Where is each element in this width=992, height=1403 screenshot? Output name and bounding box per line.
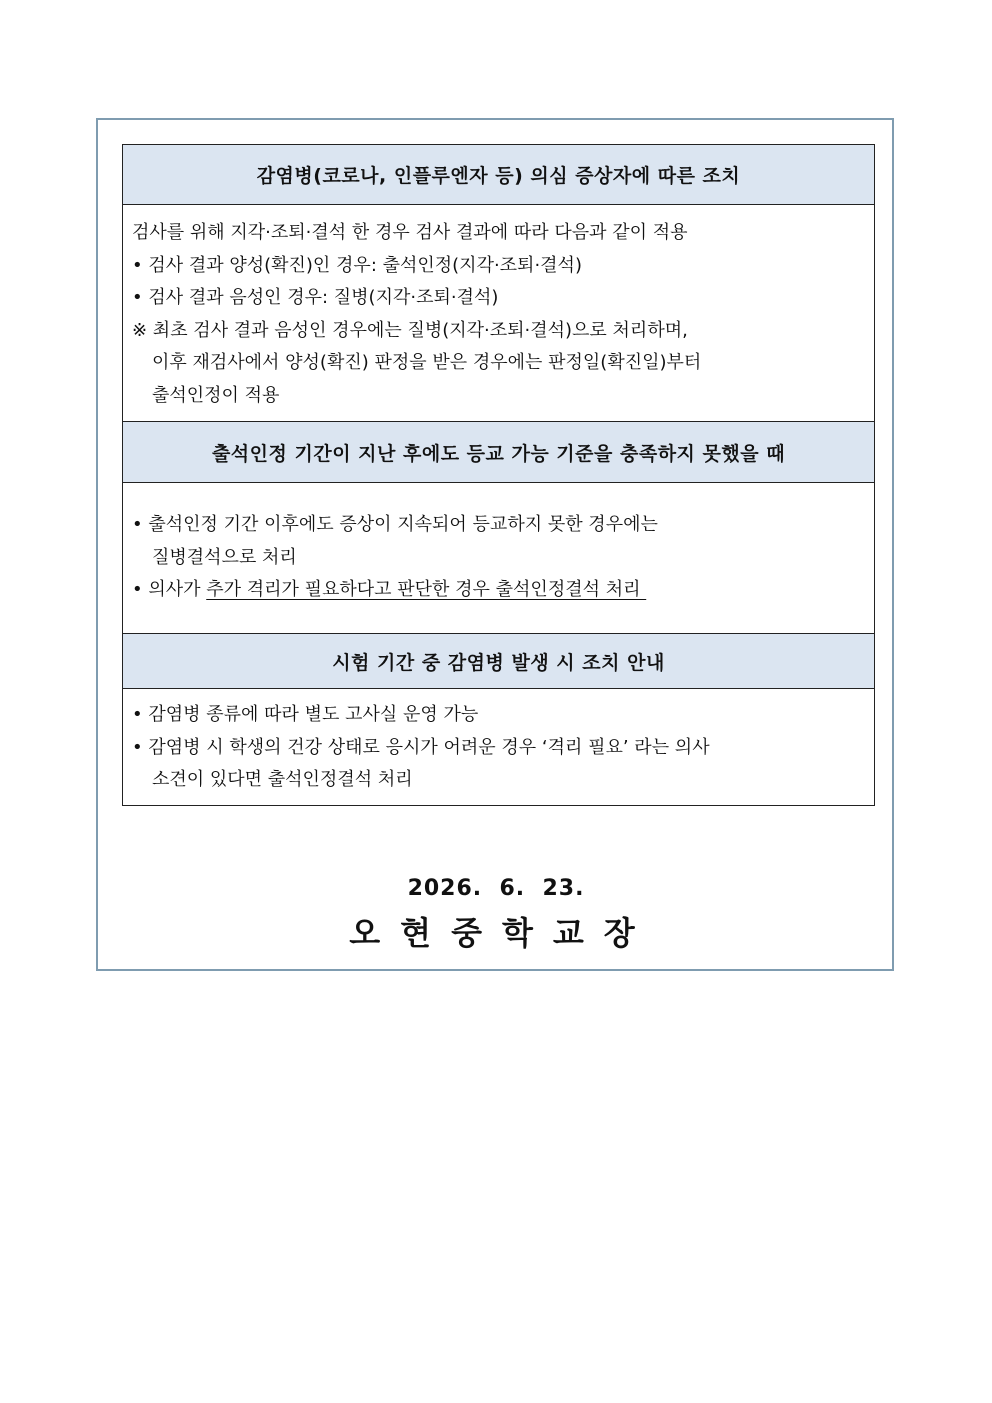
section-1-line: 검사를 위해 지각·조퇴·결석 한 경우 검사 결과에 따라 다음과 같이 적용 (132, 222, 688, 243)
section-3-body (123, 689, 874, 805)
section-2-line-prefix: • 의사가 (132, 579, 207, 600)
section-2-body (123, 483, 874, 634)
section-1-line: 출석인정이 적용 (152, 384, 280, 406)
notice-table (122, 144, 875, 806)
section-1-title: 감염병(코로나, 인플루엔자 등) 의심 증상자에 따른 조치 (123, 145, 874, 205)
section-2-title: 출석인정 기간이 지난 후에도 등교 가능 기준을 충족하지 못했을 때 (123, 422, 874, 483)
section-1-line: • 검사 결과 양성(확진)인 경우: 출석인정(지각·조퇴·결석) (132, 254, 582, 276)
section-3-title: 시험 기간 중 감염병 발생 시 조치 안내 (123, 634, 874, 689)
section-3-line: • 감염병 종류에 따라 별도 고사실 운영 가능 (132, 704, 479, 725)
section-2-underlined-text: 추가 격리가 필요하다고 판단한 경우 출석인정결석 처리 (206, 579, 647, 600)
section-2-line: 질병결석으로 처리 (152, 546, 297, 568)
section-1-line: • 검사 결과 음성인 경우: 질병(지각·조퇴·결석) (132, 287, 499, 308)
section-1-line: ※ 최초 검사 결과 음성인 경우에는 질병(지각·조퇴·결석)으로 처리하며, (132, 319, 688, 341)
section-1-line: 이후 재검사에서 양성(확진) 판정을 받은 경우에는 판정일(확진일)부터 (152, 352, 702, 373)
section-2-line: • 출석인정 기간 이후에도 증상이 지속되어 등교하지 못한 경우에는 (132, 514, 658, 535)
section-3-line: 소견이 있다면 출석인정결석 처리 (152, 769, 413, 790)
document-date: 2026. 6. 23. (407, 876, 585, 901)
school-principal-signature: 오현중학교장 (349, 914, 655, 952)
section-1-body (123, 205, 874, 422)
section-3-line: • 감염병 시 학생의 건강 상태로 응시가 어려운 경우 ‘격리 필요’ 라는 의사 (132, 736, 710, 758)
section-2-line (132, 574, 874, 607)
